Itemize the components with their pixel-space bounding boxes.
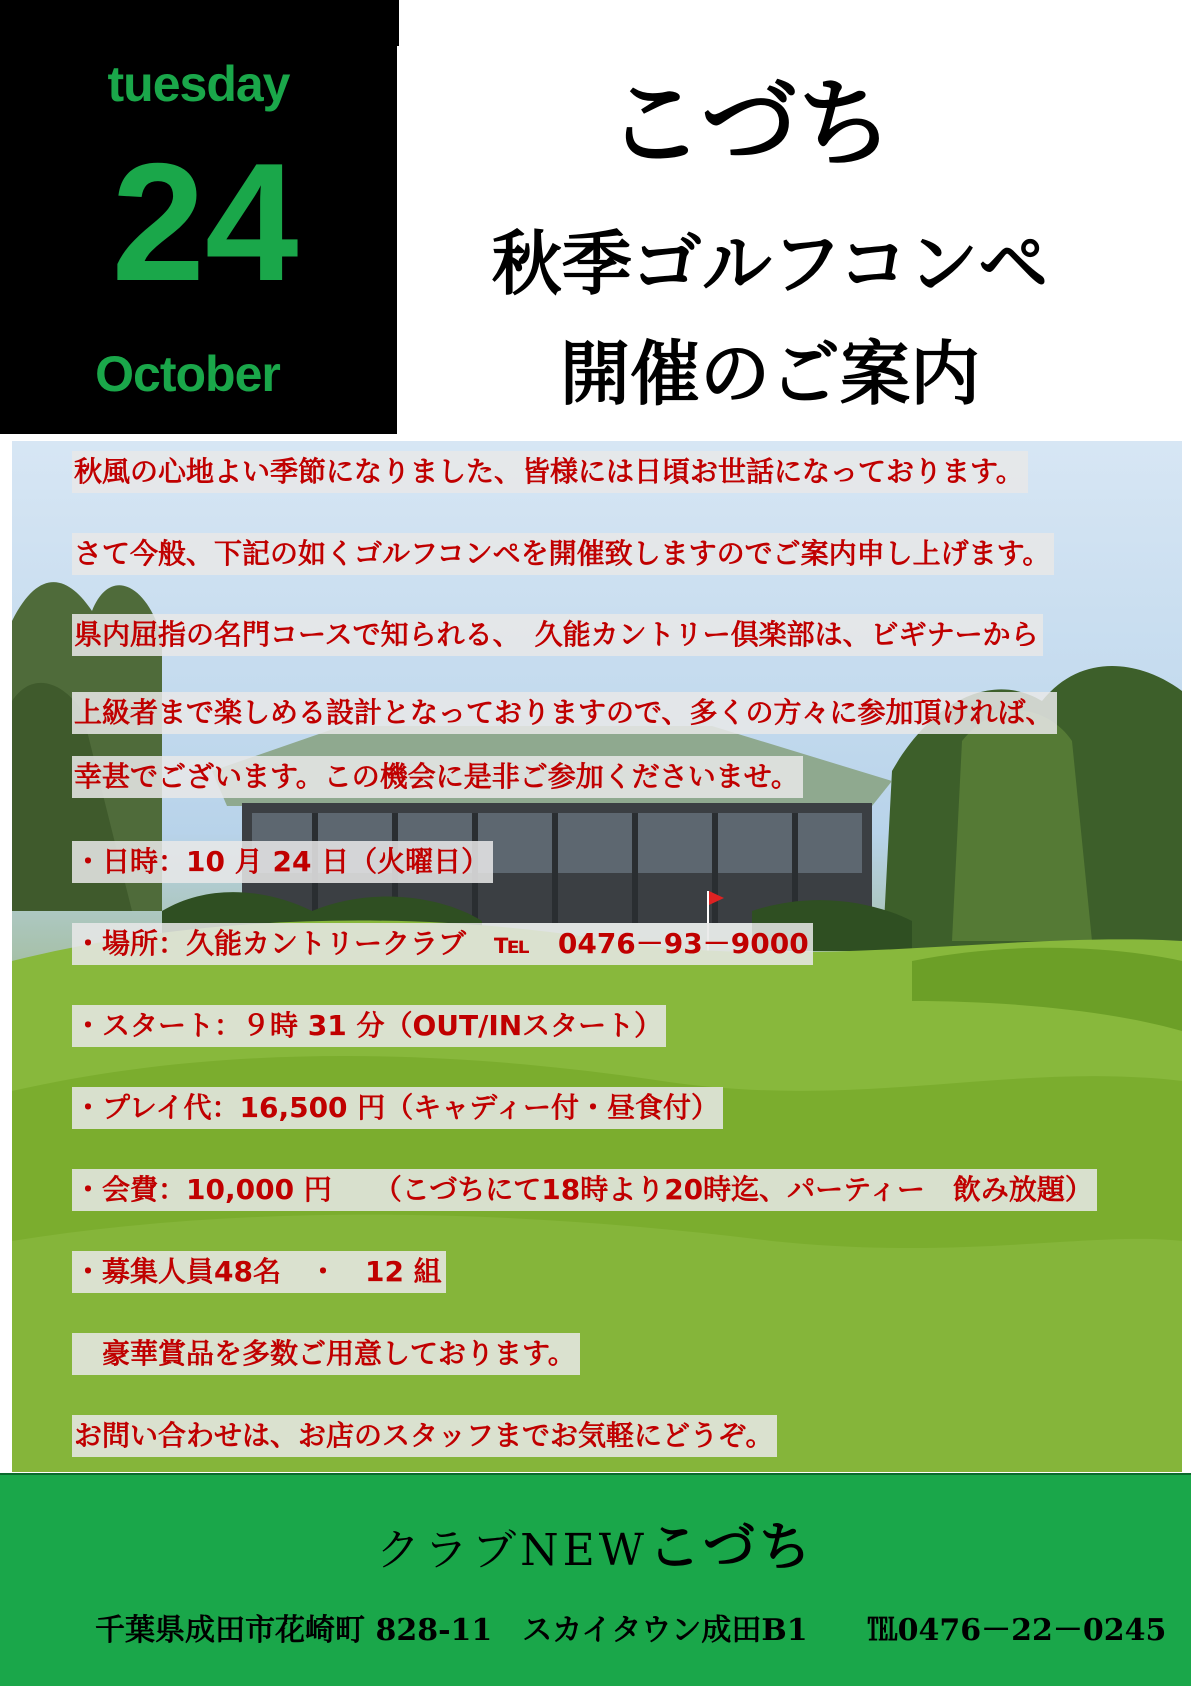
club-address: 千葉県成田市花崎町 828-11 スカイタウン成田B1 ℡0476－22－0245 [95,1613,1167,1648]
date-weekday: tuesday [107,56,290,112]
footer-banner [0,1473,1191,1686]
event-prizes: 豪華賞品を多数ご用意しております。 [72,1333,580,1375]
body-line: 上級者まで楽しめる設計となっておりますので、多くの方々に参加頂ければ、 [72,692,1057,734]
date-day: 24 [111,128,299,316]
event-capacity: ・募集人員48名 ・ 12 組 [72,1251,446,1293]
event-party-fee: ・会費：10,000 円 （こづちにて18時より20時迄、パーティー 飲み放題） [72,1169,1097,1211]
title-event: 秋季ゴルフコンペ [491,223,1049,305]
event-fee: ・プレイ代：16,500 円（キャディー付・昼食付） [72,1087,723,1129]
body-line: 幸甚でございます。この機会に是非ご参加くださいませ。 [72,756,803,798]
date-badge-tab [397,0,399,46]
event-contact: お問い合わせは、お店のスタッフまでお気軽にどうぞ。 [72,1415,777,1457]
body-line: さて今般、下記の如くゴルフコンペを開催致しますのでご案内申し上げます。 [72,533,1054,575]
event-date: ・日時：10 月 24 日（火曜日） [72,841,493,883]
club-name [0,1505,1191,1580]
club-brand: こづち [647,1517,815,1578]
title-brand: こづち [606,68,894,180]
event-start: ・スタート：９時 31 分（OUT/INスタート） [72,1005,666,1047]
title-announcement: 開催のご案内 [560,333,980,415]
body-line: 秋風の心地よい季節になりました、皆様には日頃お世話になっております。 [72,451,1028,493]
date-month: October [95,346,280,402]
body-line: 県内屈指の名門コースで知られる、 久能カントリー倶楽部は、ビギナーから [72,614,1043,656]
event-venue: ・場所：久能カントリークラブ ℡ 0476－93－9000 [72,923,813,965]
club-prefix: クラブNEW [376,1525,648,1576]
date-badge [0,0,397,434]
